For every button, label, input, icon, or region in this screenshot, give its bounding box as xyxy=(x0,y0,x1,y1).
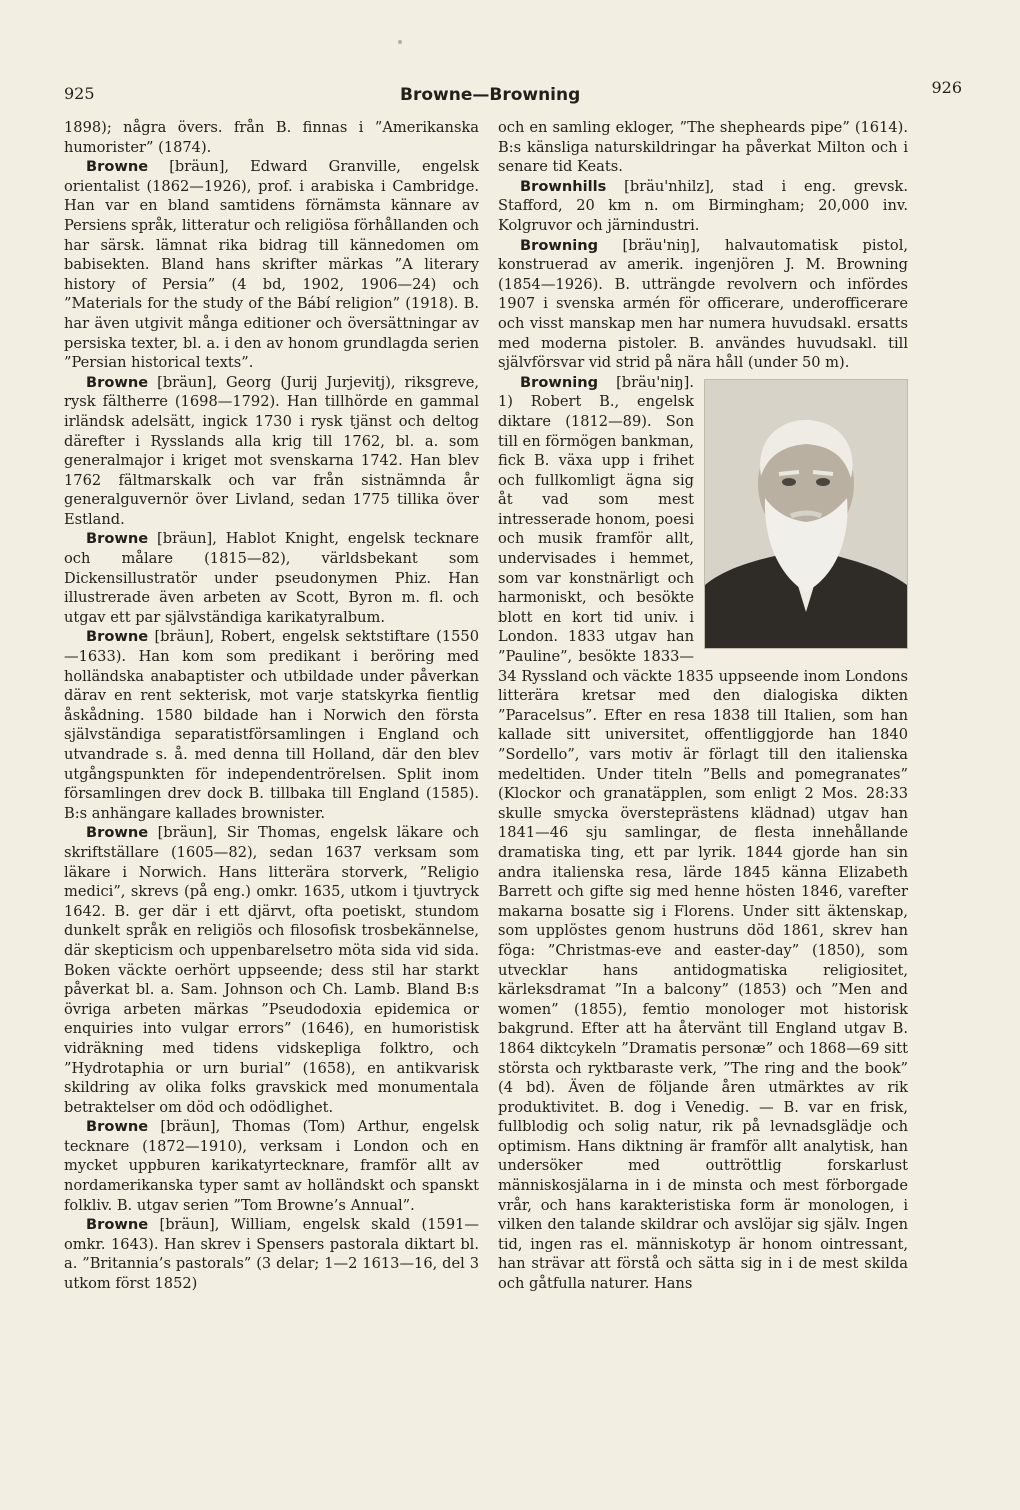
entry-headword: Browning xyxy=(520,373,599,391)
entry-brownhills xyxy=(498,177,908,236)
entry-browne-georg xyxy=(64,373,479,530)
entry-headword: Browne xyxy=(86,530,149,548)
entry-text: [bräun], Robert, engelsk sektstiftare (1550—1633). Han kom som predikant i beröring med holländska anabaptister och utbildade under påverkan därav en rent sekterisk, mot varje statskyrka fientlig åskådning. 1580 bildade han i Norwich den första självständiga separatistförsamlingen i England och utvandrade s. å. med denna till Holland, där den blev utgångspunkten för independentrörelsen. Split inom församlingen drev dock B. tillbaka till England (1585). B:s anhängare kallades brownister. xyxy=(64,628,480,822)
entry-text: [bräun], Hablot Knight, engelsk tecknare och målare (1815—82), världsbekant som Dickensillustratör under pseudonymen Phiz. Han illustrerade även arbeten av Scott, Byron m. fl. och utgav ett par självständiga karikatyralbum. xyxy=(64,530,480,626)
entry-browne-edward xyxy=(64,157,479,373)
portrait-robert-browning xyxy=(704,379,908,649)
entry-text: [bräu'niŋ], halvautomatisk pistol, konstruerad av amerik. ingenjören J. M. Browning (1854—1926). B. utträngde revolvern och infördes 1907 i svenska armén för officerare, underofficerare och visst manskap men har numera huvudsakl. ersatts med moderna pistoler. B. användes huvudsakl. till självförsvar vid strid på nära håll (under 50 m). xyxy=(498,236,908,372)
left-column xyxy=(64,118,479,1294)
page-mark xyxy=(398,40,402,44)
entry-headword: Browne xyxy=(86,158,149,176)
entry-text: [bräun], Sir Thomas, engelsk läkare och skriftställare (1605—82), sedan 1637 verksam som läkare i Norwich. Hans litterära storverk, ”Religio medici”, skrevs (på eng.) omkr. 1635, utkom i tjuvtryck 1642. B. ger där i ett djärvt, ofta poetiskt, stundom dunkelt språk en religiös och filosofisk trosbekännelse, där skepticism och uppenbarelsetro möta sida vid sida. Boken väckte oerhört uppseende; dess stil har starkt påverkat bl. a. Sam. Johnson och Ch. Lamb. Bland B:s övriga arbeten märkas ”Pseudodoxia epidemica or enquiries into vulgar errors” (1646), en humoristisk vidräkning med tidens vidskepliga folktro, och ”Hydrotaphia or urn burial” (1658), en antikvarisk skildring av olika folks gravskick med monumentala betraktelser om död och odödlighet. xyxy=(64,824,479,1116)
entry-text: [bräun], William, engelsk skald (1591—omkr. 1643). Han skrev i Spensers pastorala diktart bl. a. ”Britannia’s pastorals” (3 delar; 1—2 1613—16, del 3 utkom först 1852) xyxy=(64,1216,479,1293)
entry-headword: Brownhills xyxy=(520,177,607,195)
entry-headword: Browning xyxy=(520,236,599,254)
entry-text: [bräun], Edward Granville, engelsk orientalist (1862—1926), prof. i arabiska i Cambridge. Han var en bland samtidens förnämsta kännare av Persiens språk, litteratur och religiösa förhållanden och har särsk. lämnat rika bidrag till kännedomen om babisekten. Bland hans skrifter märkas ”A literary history of Persia” (4 bd, 1902, 1906—24) och ”Materials for the study of the Bábí religion” (1918). B. har även utgivit många editioner och översättningar av persiska texter, bl. a. i den av honom grundlagda serien ”Persian historical texts”. xyxy=(64,158,479,372)
page-number-left: 925 xyxy=(64,84,95,103)
entry-browne-hablot xyxy=(64,529,479,627)
entry-headword: Browne xyxy=(86,1216,149,1234)
entry-headword: Browne xyxy=(86,824,149,842)
entry-browning-robert xyxy=(498,373,908,1294)
page-number-right: 926 xyxy=(931,78,962,97)
portrait-image xyxy=(705,380,907,648)
entry-browne-william xyxy=(64,1215,479,1293)
entry-headword: Browne xyxy=(86,1118,149,1136)
running-title: Browne—Browning xyxy=(400,85,581,105)
page-header xyxy=(64,78,962,110)
continued-entry: och en samling ekloger, ”The shepheards pipe” (1614). B:s känsliga naturskildringar ha påverkat Milton och i senare tid Keats. xyxy=(498,119,908,176)
entry-text: [bräu'niŋ]. 1) Robert B., engelsk diktare (1812—89). Son till en förmögen bankman, fick B. växa upp i frihet och fullkomligt ägna sig åt vad som mest intresserade honom, poesi och musik framför allt, undervisades i hemmet, som var konstnärligt och harmoniskt, och besökte blott en kort tid univ. i London. 1833 utgav han ”Pauline”, besökte 1833—34 Ryssland och väckte 1835 uppseende inom Londons litterära kretsar med den dialogiska dikten ”Paracelsus”. Efter en resa 1838 till Italien, som han kallade sitt universitet, offentliggjorde han 1840 ”Sordello”, vars motiv är förlagt till den italienska medeltiden. Under titeln ”Bells and pomegranates” (Klockor och granatäpplen, som enligt 2 Mos. 28:33 skulle smycka översteprästens klädnad) utgav han 1841—46 sju samlingar, de flesta innehållande dramatiska ting, ett par lyrik. 1844 gjorde han sin andra italienska resa, lärde 1845 känna Elizabeth Barrett och gifte sig med henne hösten 1846, varefter makarna bosatte sig i Florens. Under sitt äktenskap, som upplöstes genom hustruns död 1861, skrev han föga: ”Christmas-eve and easter-day” (1850), som utvecklar hans antidogmatiska religiositet, kärleksdramat ”In a balcony” (1853) och ”Men and women” (1855), femtio monologer mot historisk bakgrund. Efter att ha återvänt till England utgav B. 1864 diktcykeln ”Dramatis personæ” och 1868—69 sitt största och ryktbaraste verk, ”The ring and the book” (4 bd). Även de följande åren utmärktes av rik produktivitet. B. dog i Venedig. — B. var en frisk, fullblodig och solig natur, rik på levnadsglädje och optimism. Hans diktning är framför allt analytisk, han undersöker med outtröttlig forskarlust människosjälarna in i de minsta och mest förborgade vrår, och hans karakteristiska form är monologen, i vilken den talande skildrar och avslöjar sig själv. Ingen tid, ingen ras el. människotyp är honom ointressant, han strävar att förstå och sätta sig in i de mest skilda och gåtfulla naturer. Hans xyxy=(498,373,908,1293)
continued-entry: 1898); några övers. från B. finnas i ”Amerikanska humorister” (1874). xyxy=(64,119,479,156)
entry-browne-thomas xyxy=(64,823,479,1117)
entry-headword: Browne xyxy=(86,373,149,391)
entry-browne-robert xyxy=(64,627,479,823)
entry-headword: Browne xyxy=(86,628,149,646)
entry-text: [bräu'nhilz], stad i eng. grevsk. Stafford, 20 km n. om Birmingham; 20,000 inv. Kolgruvor och järnindustri. xyxy=(498,177,909,234)
entry-text: [bräun], Georg (Jurij Jurjevitj), riksgreve, rysk fältherre (1698—1792). Han tillhörde en gammal irländsk adelsätt, ingick 1730 i rysk tjänst och deltog därefter i Rysslands alla krig till 1762, bl. a. som generalmajor i kriget mot svenskarna 1742. Han blev 1762 fältmarskalk och var från sistnämnda år generalguvernör över Livland, sedan 1775 tillika över Estland. xyxy=(64,373,479,528)
entry-browne-tom xyxy=(64,1117,479,1215)
right-column xyxy=(498,118,908,1294)
entry-browning-pistol xyxy=(498,236,908,373)
entry-text: [bräun], Thomas (Tom) Arthur, engelsk tecknare (1872—1910), verksam i London och en mycket uppburen karikatyrtecknare, framför allt av nordamerikanska typer samt av holländskt och spanskt folkliv. B. utgav serien ”Tom Browne’s Annual”. xyxy=(64,1118,480,1214)
